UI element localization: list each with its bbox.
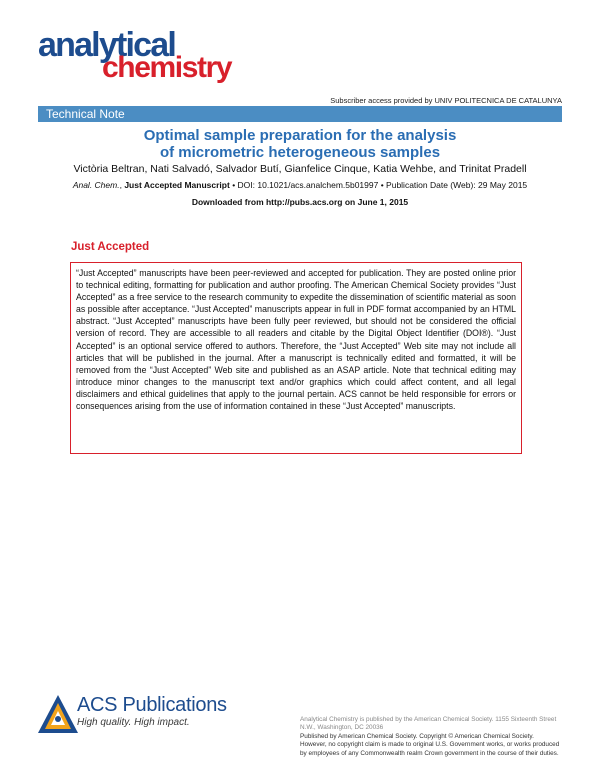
citation-details: • DOI: 10.1021/acs.analchem.5b01997 • Publication Date (Web): 29 May 2015 <box>229 180 528 190</box>
footer-line-2: Published by American Chemical Society. Copyright © American Chemical Society. However, no copyright claim is made to original U.S. Government works, or works produced by employees of any Commonwealth realm Crown government in the course of their duties. <box>300 732 560 757</box>
acs-triangle-icon <box>36 693 80 737</box>
citation-journal: Anal. Chem. <box>72 180 120 190</box>
downloaded-notice: Downloaded from http://pubs.acs.org on June 1, 2015 <box>191 197 409 207</box>
title-line-2: of micrometric heterogeneous samples <box>159 144 441 161</box>
journal-logo <box>38 28 231 82</box>
section-bar <box>38 106 562 122</box>
citation: Anal. Chem., Just Accepted Manuscript • DOI: 10.1021/acs.analchem.5b01997 • Publication Date (Web): 29 May 2015 <box>72 180 528 190</box>
logo-chemistry: chemistry <box>102 51 232 84</box>
just-accepted-heading: Just Accepted <box>71 241 150 253</box>
logo-analytical: analytical <box>38 26 175 64</box>
acs-tagline: High quality. High impact. <box>77 717 190 728</box>
section-label: Technical Note <box>46 107 125 121</box>
publisher-footer <box>300 716 560 758</box>
authors: Victòria Beltran, Nati Salvadó, Salvador Butí, Gianfelice Cinque, Katia Wehbe, and Trinitat Pradell <box>73 163 527 175</box>
footer-line-1: Analytical Chemistry is published by the American Chemical Society. 1155 Sixteenth Street N.W., Washington, DC 20036 <box>300 716 557 732</box>
citation-status: Just Accepted Manuscript <box>124 180 230 190</box>
just-accepted-text: “Just Accepted” manuscripts have been peer-reviewed and accepted for publication. They are posted online prior to technical editing, formatting for publication and author proofing. The American Chemical Society provides “Just Accepted” as a free service to the research community to expedite the dissemination of scientific material as soon as possible after acceptance. “Just Accepted” manuscripts appear in full in PDF format accompanied by an HTML abstract. “Just Accepted” manuscripts have been fully peer reviewed, but should not be considered the official version of record. They are accessible to all readers and citable by the Digital Object Identifier (DOI®). “Just Accepted” is an optional service offered to authors. Therefore, the “Just Accepted” Web site may not include all articles that will be published in the journal. After a manuscript is technically edited and formatted, it will be removed from the “Just Accepted” Web site and published as an ASAP article. Note that technical editing may introduce minor changes to the manuscript text and/or graphics which could affect content, and all legal disclaimers and ethical guidelines that apply to the journal pertain. ACS cannot be held responsible for errors or consequences arising from the use of information contained in these “Just Accepted” manuscripts. <box>76 268 516 412</box>
article-title[interactable] <box>0 127 600 161</box>
title-line-1: Optimal sample preparation for the analysis <box>143 127 457 144</box>
acs-publications-logo: ACS Publications <box>77 694 227 716</box>
subscriber-access: Subscriber access provided by UNIV POLITECNICA DE CATALUNYA <box>330 96 562 105</box>
just-accepted-box <box>70 262 522 454</box>
